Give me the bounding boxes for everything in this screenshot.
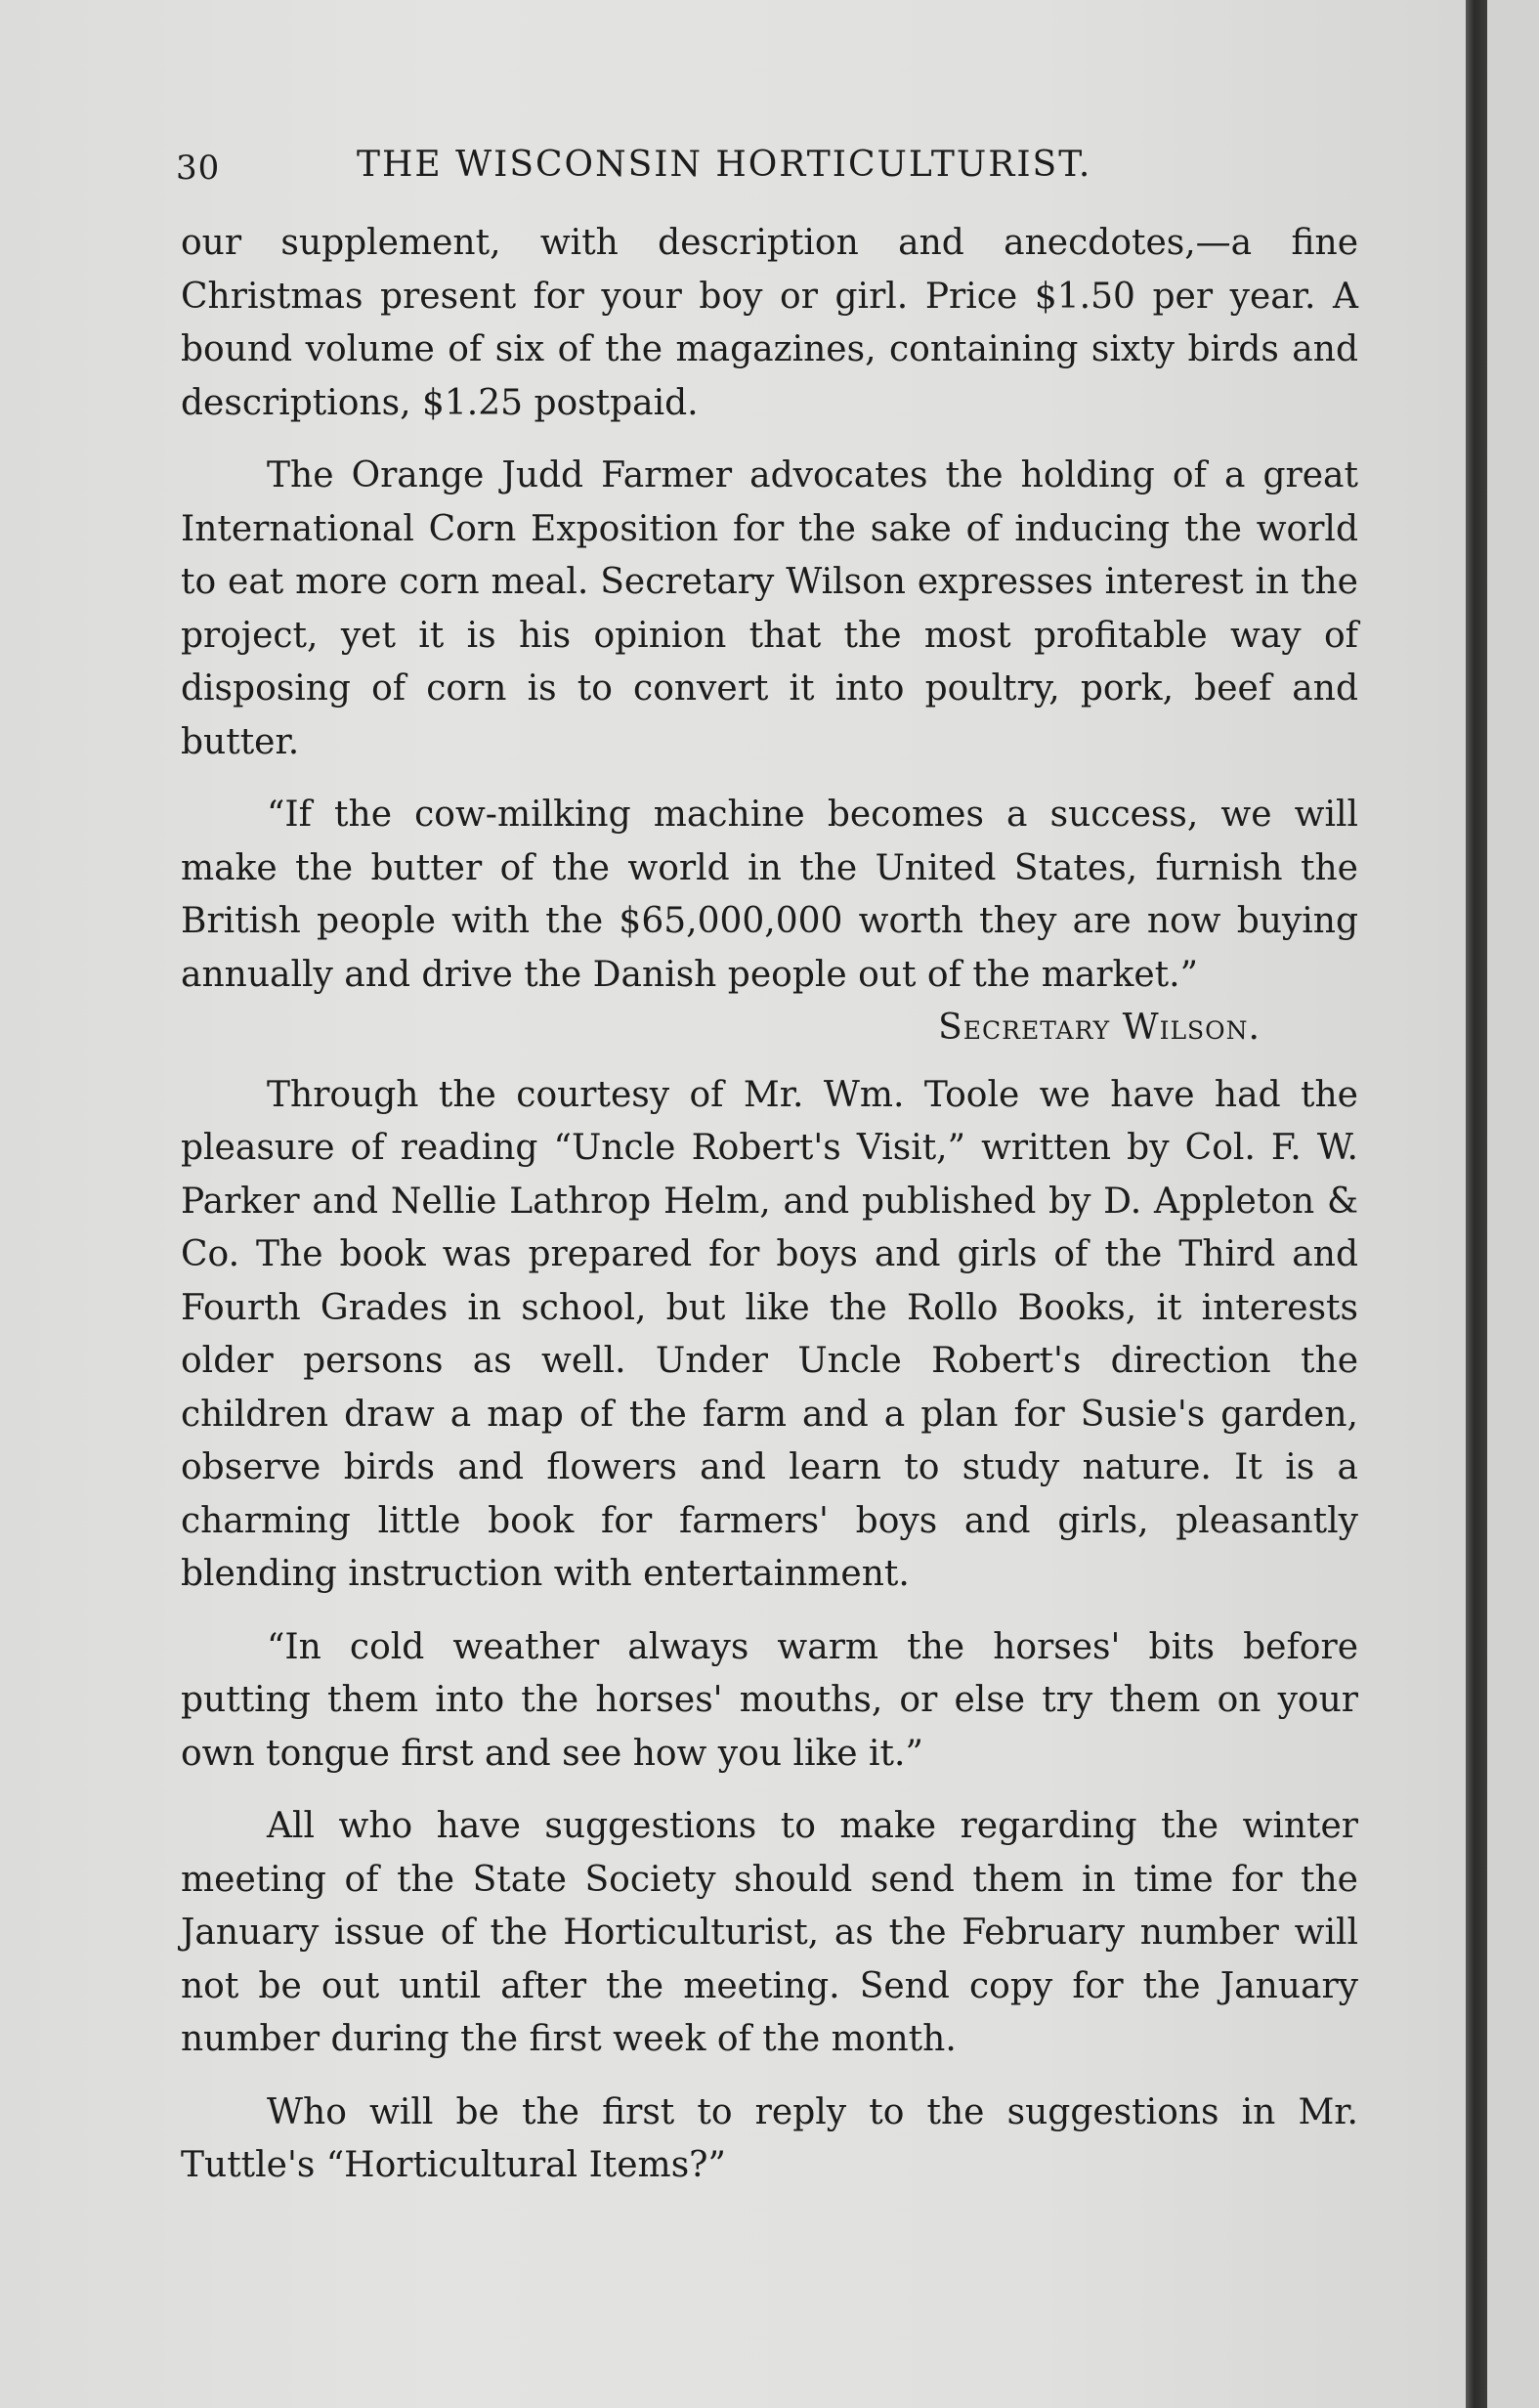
paragraph-corn-exposition: The Orange Judd Farmer advocates the holding of a great International Corn Exposition for the sake of inducing the world to eat more corn meal. Secretary Wilson expresses interest in the project, yet it is his opinion that the most profitable way of disposing of corn is to convert it into poultry, pork, beef and butter. bbox=[181, 455, 1358, 762]
page-header bbox=[176, 137, 1192, 195]
page-number: 30 bbox=[176, 149, 221, 188]
quote-block-wilson bbox=[181, 789, 1358, 1055]
page-body bbox=[181, 217, 1358, 2213]
paragraph-tuttle-items: Who will be the first to reply to the suggestions in Mr. Tuttle's “Horticultural Items?” bbox=[181, 2091, 1358, 2185]
quote-attribution: Secretary Wilson. bbox=[938, 1008, 1261, 1048]
paragraph-winter-meeting: All who have suggestions to make regarding the winter meeting of the State Society should send them in time for the January issue of the Horticulturist, as the February number will not be out until after the meeting. Send copy for the January number during the first week of the month. bbox=[181, 1806, 1358, 2059]
paragraph-uncle-robert: Through the courtesy of Mr. Wm. Toole we have had the pleasure of reading “Uncle Robert's Visit,” written by Col. F. W. Parker and Nellie Lathrop Helm, and published by D. Appleton & Co. The book was prepared for boys and girls of the Third and Fourth Grades in school, but like the Rollo Books, it interests older persons as well. Under Uncle Robert's direction the children draw a map of the farm and a plan for Susie's garden, observe birds and flowers and learn to study nature. It is a charming little book for farmers' boys and girls, pleasantly blending instruction with entertainment. bbox=[181, 1074, 1358, 1594]
binding-edge bbox=[1466, 0, 1487, 2408]
paragraph-supplement: our supplement, with description and anecdotes,—a fine Christmas present for your boy or girl. Price $1.50 per year. A bound volume of six of the magazines, containing sixty birds and descriptions, $1.25 postpaid. bbox=[181, 223, 1358, 423]
running-title: THE WISCONSIN HORTICULTURIST. bbox=[357, 145, 1092, 185]
paragraph-horses-bits: “In cold weather always warm the horses' bits before putting them into the horses' mouths, or else try them on your own tongue first and see how you like it.” bbox=[181, 1626, 1358, 1774]
background-margin bbox=[1487, 0, 1539, 2408]
quote-cow-milking bbox=[181, 789, 1358, 1048]
quote-text: “If the cow-milking machine becomes a success, we will make the butter of the world in the United States, furnish the British people with the $65,000,000 worth they are now buying annually and drive the Danish people out of the market.” bbox=[181, 795, 1358, 995]
